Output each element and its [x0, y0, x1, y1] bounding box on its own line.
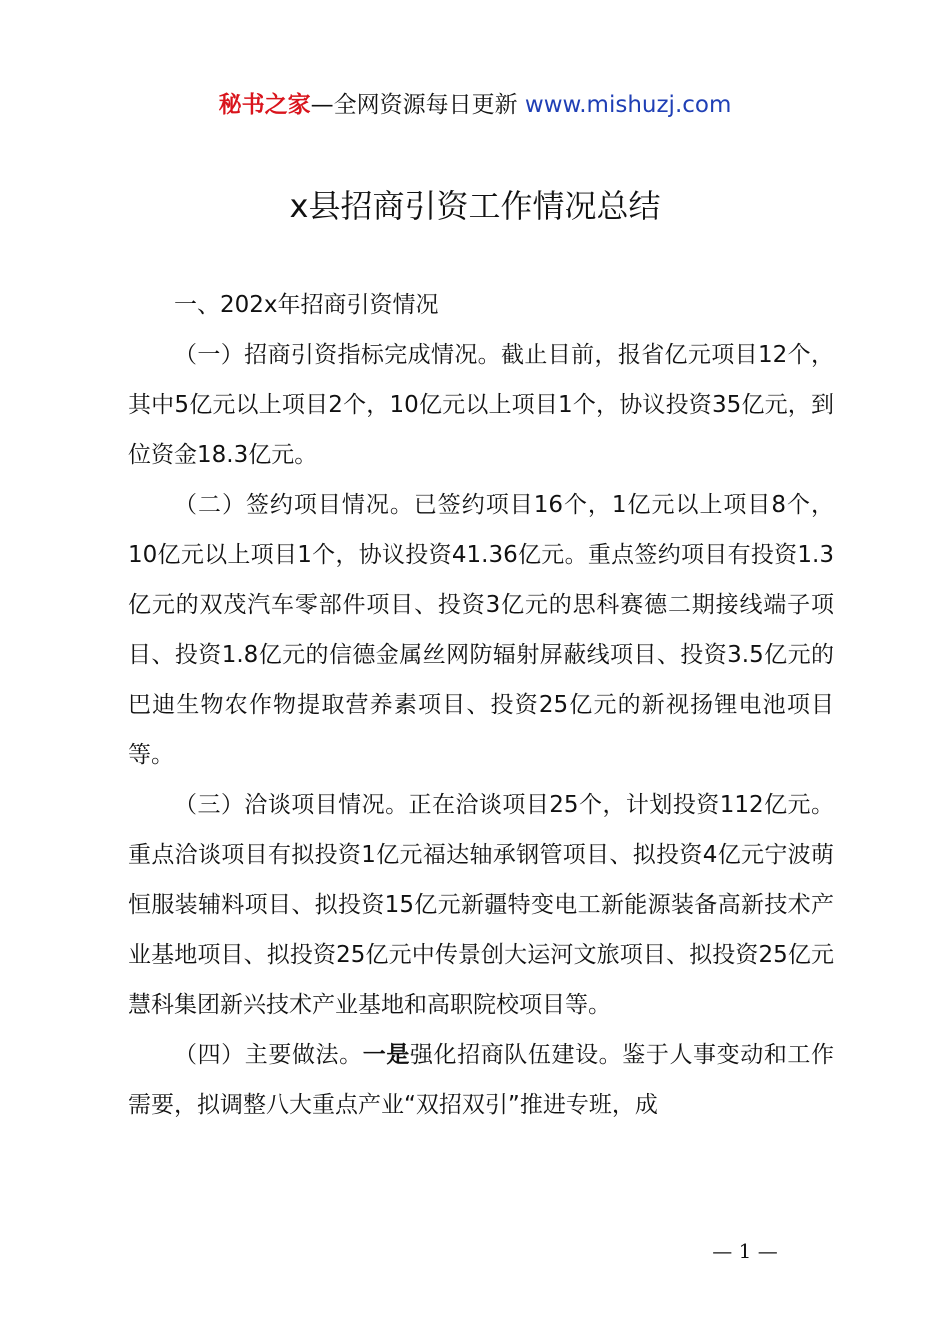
- paragraph-main-practices: [128, 1030, 834, 1130]
- paragraph-indicators: （一）招商引资指标完成情况。截止目前，报省亿元项目12个，其中5亿元以上项目2个，10亿元以上项目1个，协议投资35亿元，到位资金18.3亿元。: [128, 342, 834, 468]
- section-heading: 一、202x年招商引资情况: [174, 292, 439, 318]
- brand-name: 秘书之家: [218, 92, 311, 118]
- practices-label: （四）主要做法。: [174, 1042, 363, 1068]
- practices-text: 强化招商队伍建设。鉴于人事变动和工作需要，拟调整八大重点产业“双招双引”推进专班，成: [128, 1042, 835, 1118]
- site-header: [0, 88, 950, 122]
- document-title: x县招商引资工作情况总结: [289, 187, 661, 225]
- page-number: — 1 —: [712, 1239, 778, 1263]
- document-body: [128, 280, 834, 1130]
- header-tagline: —全网资源每日更新: [310, 92, 525, 118]
- paragraph-negotiation-projects: （三）洽谈项目情况。正在洽谈项目25个，计划投资112亿元。重点洽谈项目有拟投资1亿元福达轴承钢管项目、拟投资4亿元宁波萌恒服装辅料项目、拟投资15亿元新疆特变电工新能源装备高新技术产业基地项目、拟投资25亿元中传景创大运河文旅项目、拟投资25亿元慧科集团新兴技术产业基地和高职院校项目等。: [128, 792, 834, 1018]
- practices-point-one: 一是: [362, 1042, 410, 1068]
- paragraph-signed-projects: （二）签约项目情况。已签约项目16个，1亿元以上项目8个，10亿元以上项目1个，协议投资41.36亿元。重点签约项目有投资1.3亿元的双茂汽车零部件项目、投资3亿元的思科赛德二期接线端子项目、投资1.8亿元的信德金属丝网防辐射屏蔽线项目、投资3.5亿元的巴迪生物农作物提取营养素项目、投资25亿元的新视扬锂电池项目等。: [128, 492, 834, 768]
- site-url-link[interactable]: www.mishuzj.com: [524, 92, 732, 118]
